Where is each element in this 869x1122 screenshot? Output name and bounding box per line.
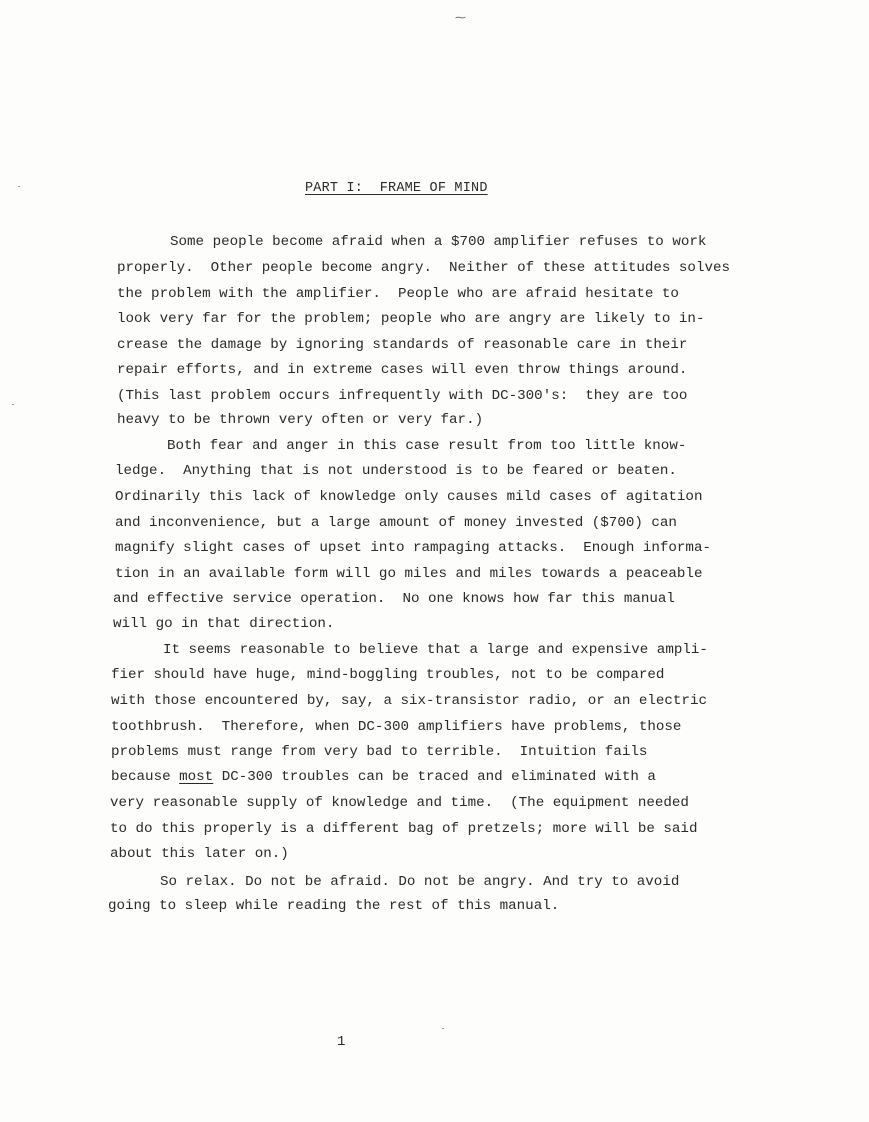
text-line: and effective service operation. No one knows how far this manual <box>113 591 675 607</box>
text-line: (This last problem occurs infrequently with DC-300's: they are too <box>117 388 688 404</box>
text-line: Ordinarily this lack of knowledge only causes mild cases of agitation <box>115 489 703 505</box>
text-line: repair efforts, and in extreme cases will even throw things around. <box>117 362 688 378</box>
text-line: So relax. Do not be afraid. Do not be angry. And try to avoid <box>160 874 680 890</box>
text-line: fier should have huge, mind-boggling troubles, not to be compared <box>111 667 665 683</box>
margin-speck <box>12 404 14 405</box>
text-line: very reasonable supply of knowledge and time. (The equipment needed <box>110 795 689 811</box>
text-line: will go in that direction. <box>113 616 335 632</box>
text-line: about this later on.) <box>110 846 289 862</box>
text-line: ledge. Anything that is not understood is to be feared or beaten. <box>115 463 677 479</box>
text-line: the problem with the amplifier. People who are afraid hesitate to <box>117 286 679 302</box>
page-number: 1 <box>337 1034 346 1050</box>
margin-speck <box>18 186 20 187</box>
text-line: Some people become afraid when a $700 amplifier refuses to work <box>170 234 707 250</box>
emphasized-word: most <box>179 769 214 785</box>
text-line: to do this properly is a different bag of pretzels; more will be said <box>110 821 698 837</box>
text-line: It seems reasonable to believe that a large and expensive ampli- <box>163 642 708 658</box>
text-line: problems must range from very bad to terrible. Intuition fails <box>111 744 648 760</box>
page-title: PART I: FRAME OF MIND <box>305 181 488 196</box>
text-line: crease the damage by ignoring standards of reasonable care in their <box>117 337 688 353</box>
text-line: going to sleep while reading the rest of this manual. <box>108 898 560 914</box>
top-ink-mark: ⁓ <box>455 13 466 25</box>
text-line: and inconvenience, but a large amount of money invested ($700) can <box>115 515 677 531</box>
text-line: look very far for the problem; people who are angry are likely to in- <box>117 311 705 327</box>
text-line: heavy to be thrown very often or very far.) <box>117 412 484 428</box>
text-line: magnify slight cases of upset into rampaging attacks. Enough informa- <box>115 540 711 556</box>
text-line: properly. Other people become angry. Neither of these attitudes solves <box>117 260 730 276</box>
text-line: tion in an available form will go miles and miles towards a peaceable <box>115 566 703 582</box>
text-line: with those encountered by, say, a six-transistor radio, or an electric <box>111 693 707 709</box>
line-trailing-text: DC-300 troubles can be traced and eliminated with a <box>213 769 656 785</box>
margin-speck <box>442 1028 444 1029</box>
text-line-with-emphasis <box>111 770 656 784</box>
text-line: Both fear and anger in this case result from too little know- <box>167 438 687 454</box>
text-line: toothbrush. Therefore, when DC-300 amplifiers have problems, those <box>111 719 682 735</box>
line-lead-text: because <box>111 769 180 785</box>
